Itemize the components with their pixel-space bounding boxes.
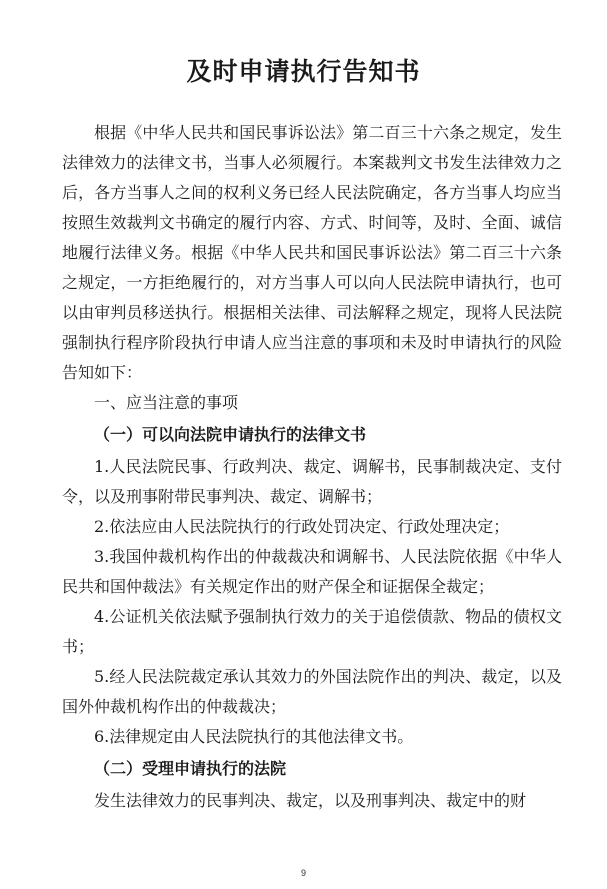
intro-paragraph: 根据《中华人民共和国民事诉讼法》第二百三十六条之规定，发生法律效力的法律文书，当事人必须履行。本案裁判文书发生法律效力之后，各方当事人之间的权利义务已经人民法院确定，各方当事人均应当按照生效裁判文书确定的履行内容、方式、时间等，及时、全面、诚信地履行法律义务。根据《中华人民共和国民事诉讼法》第二百三十六条之规定，一方拒绝履行的，对方当事人可以向人民法院申请执行，也可以由审判员移送执行。根据相关法律、司法解释之规定，现将人民法院强制执行程序阶段执行申请人应当注意的事项和未及时申请执行的风险告知如下： — [62, 123, 562, 382]
subsection-heading: （二）受理申请执行的法院 — [94, 759, 287, 778]
list-item: 1.人民法院民事、行政判决、裁定、调解书，民事制裁决定、支付令，以及刑事附带民事判决、裁定、调解书； — [62, 457, 562, 506]
page-number: 9 — [300, 868, 306, 878]
list-item: 5.经人民法院裁定承认其效力的外国法院作出的判决、裁定，以及国外仲裁机构作出的仲裁裁决； — [62, 667, 562, 716]
list-item: 4.公证机关依法赋予强制执行效力的关于追偿债款、物品的债权文书； — [62, 607, 562, 656]
subsection-heading: （一）可以向法院申请执行的法律文书 — [94, 425, 367, 444]
body-paragraph: 发生法律效力的民事判决、裁定，以及刑事判决、裁定中的财 — [94, 791, 527, 810]
list-item: 2.依法应由人民法院执行的行政处罚决定、行政处理决定； — [94, 517, 510, 536]
list-item: 3.我国仲裁机构作出的仲裁裁决和调解书、人民法院依据《中华人民共和国仲裁法》有关规定作出的财产保全和证据保全裁定； — [62, 547, 562, 596]
section-heading: 一、应当注意的事项 — [94, 393, 239, 412]
document-title: 及时申请执行告知书 — [186, 57, 421, 86]
document-body — [62, 118, 562, 816]
list-item: 6.法律规定由人民法院执行的其他法律文书。 — [94, 727, 414, 746]
